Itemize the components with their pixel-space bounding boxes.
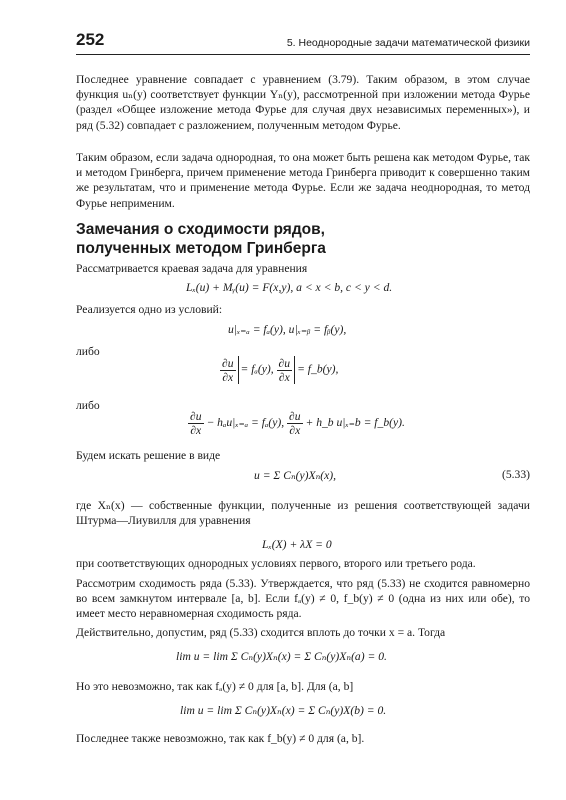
derivative-fraction: $\frac{\partial u}{\partial x}$	[278, 356, 291, 384]
page-number: 252	[76, 30, 105, 49]
equation-6: Lₓ(X) + λX = 0	[262, 538, 332, 551]
paragraph-3: Рассматривается краевая задача для уравнения	[76, 262, 308, 275]
equation-3	[220, 356, 338, 384]
equation-7: lim u = lim Σ Cₙ(y)Xₙ(x) = Σ Cₙ(y)Xₙ(a) = 0.	[176, 650, 387, 663]
section-heading-line-1: Замечания о сходимости рядов,	[76, 221, 325, 238]
equation-4-part-b: + h_b u|ₓ₌b = f_b(y).	[305, 416, 405, 430]
paragraph-2: Таким образом, если задача однородная, то она может быть решена как методом Фурье, так и методом Гринберга, причем применение метода Гринберга приводит к совершенно таким же результатам, что и применение метода Фурье. Если же задача неоднородная, то метод Фурье неприменим.	[76, 151, 530, 210]
equation-2: u|ₓ₌ₐ = fₐ(y), u|ₓ₌ᵦ = fᵦ(y),	[228, 323, 347, 336]
paragraph-10: Рассмотрим сходимость ряда (5.33). Утверждается, что ряд (5.33) не сходится равномерно во всем замкнутом интервале [a, b]. Если fₐ(y) ≠ 0, f_b(y) ≠ 0 (одна из них или обе), то имеет место неравномерная сходимость ряда.	[76, 577, 530, 621]
equation-3-part-b: = f_b(y),	[297, 362, 339, 376]
equation-4-part-a: − hₐu|ₓ₌ₐ = fₐ(y),	[206, 416, 285, 430]
paragraph-7: Будем искать решение в виде	[76, 449, 221, 462]
equation-4	[188, 410, 405, 437]
section-heading-line-2: полученных методом Гринберга	[76, 240, 326, 257]
equation-1: Lₓ(u) + Mᵧ(u) = F(x,y), a < x < b, c < y < d.	[186, 281, 393, 294]
equation-5: u = Σ Cₙ(y)Xₙ(x),	[254, 469, 337, 482]
paragraph-4: Реализуется одно из условий:	[76, 303, 223, 316]
equation-3-part-a: = fₐ(y),	[240, 362, 274, 376]
paragraph-11: Действительно, допустим, ряд (5.33) сходится вплоть до точки x = a. Тогда	[76, 626, 446, 639]
paragraph-12: Но это невозможно, так как fₐ(y) ≠ 0 для [a, b]. Для (a, b]	[76, 680, 354, 693]
equation-number: (5.33)	[501, 468, 530, 481]
derivative-fraction: $\frac{\partial u}{\partial x}$	[222, 356, 234, 384]
derivative-fraction: $\frac{\partial u}{\partial x}$	[289, 410, 301, 437]
equation-8: lim u = lim Σ Cₙ(y)Xₙ(x) = Σ Cₙ(y)X(b) = 0.	[180, 704, 387, 717]
paragraph-8: где Xₙ(x) — собственные функции, полученные из решения соответствующей задачи Штурма—Лиувилля для уравнения	[76, 499, 530, 528]
paragraph-9: при соответствующих однородных условиях первого, второго или третьего рода.	[76, 557, 476, 570]
paragraph-6: либо	[76, 399, 100, 412]
chapter-title: 5. Неоднородные задачи математической физики	[286, 37, 530, 49]
page-header	[76, 30, 530, 55]
paragraph-1: Последнее уравнение совпадает с уравнением (3.79). Таким образом, в этом случае функция uₙ(y) соответствует функции Yₙ(y), рассмотренной при изложении метода Фурье (раздел «Общее изложение метода Фурье для случая двух независимых переменных»), и ряд (5.32) совпадает с разложением, полученным методом Фурье.	[76, 73, 530, 132]
derivative-fraction: $\frac{\partial u}{\partial x}$	[190, 410, 202, 437]
paragraph-5: либо	[76, 345, 100, 358]
paragraph-13: Последнее также невозможно, так как f_b(y) ≠ 0 для (a, b].	[76, 732, 365, 745]
